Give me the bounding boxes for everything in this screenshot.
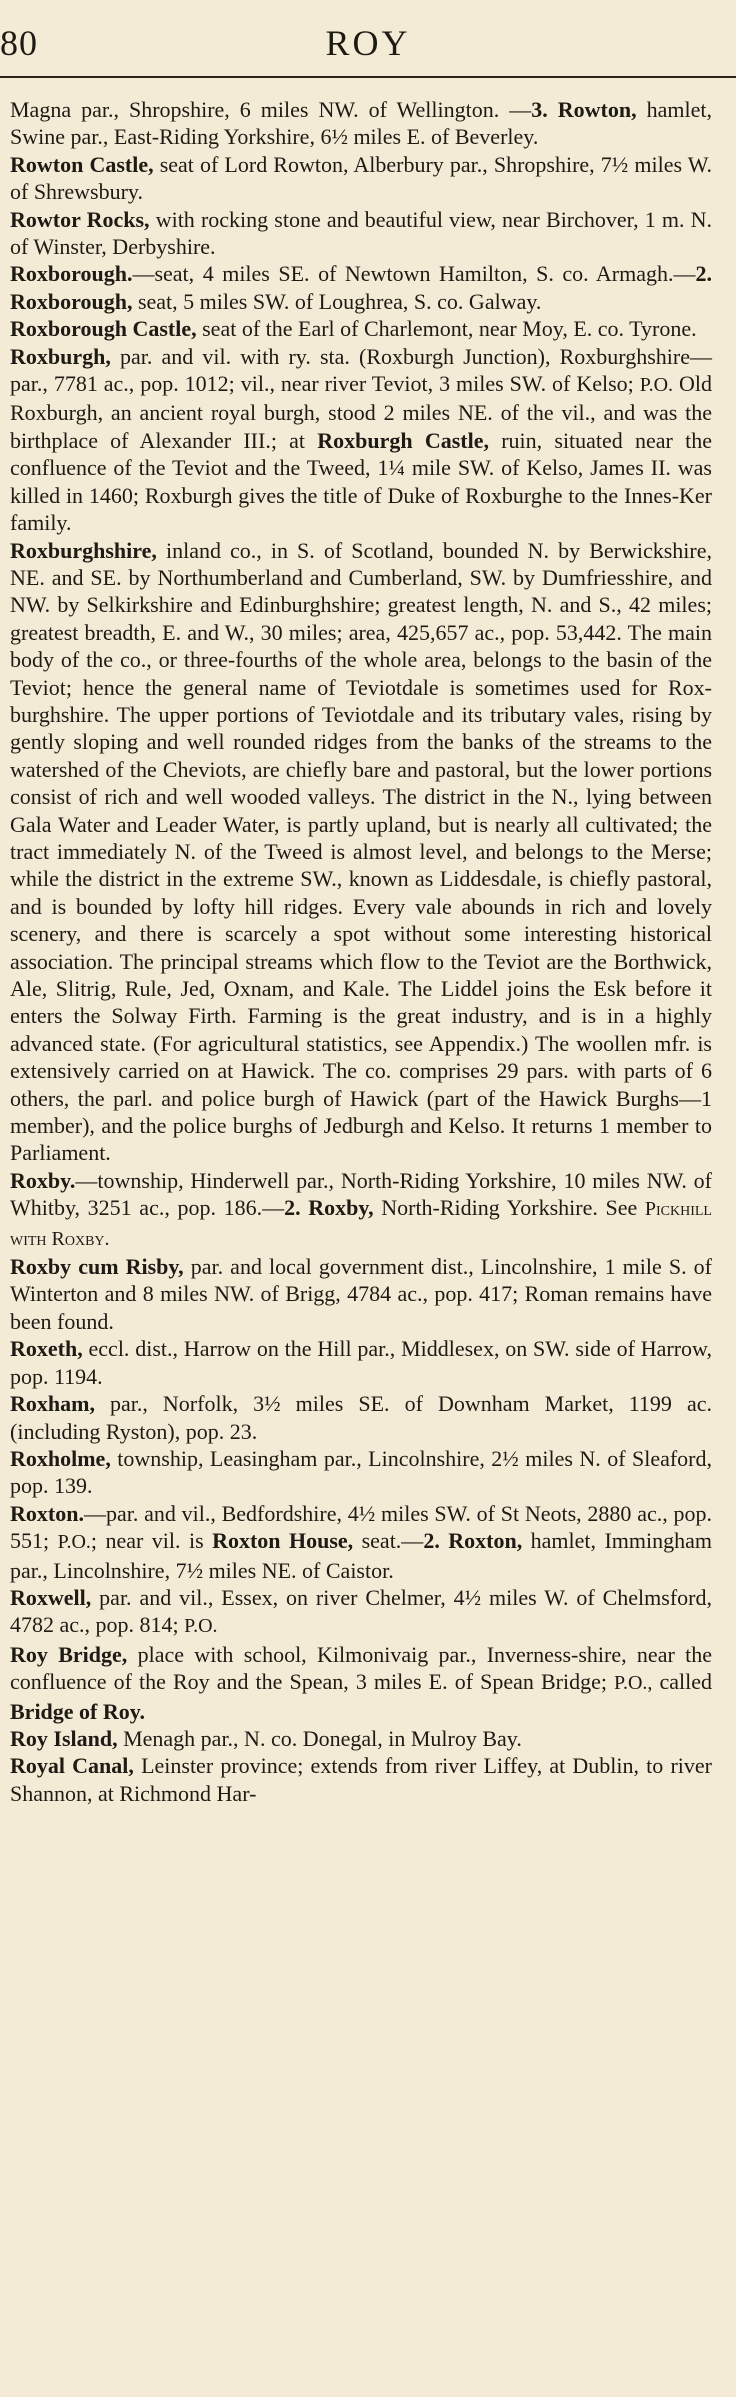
entry-text: hamlet, Swine par., East-Riding Yorkshire, 6½ miles E. of Beverley.: [10, 97, 712, 150]
entry-text: par. and local government dist., Lincolnshire, 1 mile S. of Winterton and 8 miles NW. of Brigg, 4784 ac., pop. 417; Roman remains have been found.: [10, 1254, 712, 1334]
entry-text: par., Norfolk, 3½ miles SE. of Downham Market, 1199 ac. (including Ryston), pop. 23.: [10, 1391, 712, 1444]
entry-headword: Rowtor Rocks,: [10, 206, 150, 232]
gazetteer-entry: [10, 343, 712, 537]
entry-headword: Roxby.: [10, 1167, 76, 1193]
entry-headword: 2. Roxton,: [423, 1528, 523, 1554]
gazetteer-entry: [10, 151, 712, 206]
gazetteer-entry: [10, 1253, 712, 1335]
entry-headword: Roxburgh Castle,: [317, 427, 489, 453]
entry-text: North-Riding Yorkshire. See: [373, 1195, 645, 1221]
entry-headword: Roxburghshire,: [10, 537, 157, 563]
entry-text: —par. and vil., Bedfordshire, 4½ miles SW. of St Neots, 2880 ac., pop. 551;: [10, 1500, 712, 1554]
entry-headword: Roxham,: [10, 1391, 95, 1417]
entry-text: called: [652, 1669, 712, 1695]
entry-headword: Roy Island,: [10, 1725, 118, 1751]
entry-text: inland co., in S. of Scotland, bounded N. by Berwickshire, NE. and SE. by Northumberland and Cumberland, SW. by Dumfriesshire, and NW. by Selkirkshire and Edinburghshire; greatest length, N. and S., 42 miles; greatest breadth, E. and W., 30 miles; area, 425,657 ac., pop. 53,442. The main body of the co., or three-fourths of the whole area, belongs to the basin of the Teviot; hence the general name of Teviotdale is sometimes used for Roxburghshire. The upper portions of Teviotdale and its tributary vales, rising by gently sloping and well rounded ridges from the banks of the streams to the watershed of the Cheviots, are chiefly bare and pastoral, but the lower portions consist of rich and well wooded valleys. The district in the N., lying between Gala Water and Leader Water, is partly upland, but is nearly all cultivated; the tract immediately N. of the Tweed is almost level, and belongs to the Merse; while the district in the extreme SW., known as Liddesdale, is chiefly pastoral, and is bounded by lofty hill ridges. Every vale abounds in rich and lovely scenery, and there is scarcely a spot without some interesting historical association. The principal streams which flow to the Teviot are the Borthwick, Ale, Slitrig, Rule, Jed, Oxnam, and Kale. The Liddel joins the Esk before it enters the Solway Firth. Farming is the great industry, and is in a highly advanced state. (For agricultural statistics, see Appendix.) The woollen mfr. is extensively carried on at Hawick. The co. comprises 29 pars. with parts of 6 others, the parl. and police burgh of Hawick (part of the Hawick Burghs—1 member), and the police burghs of Jedburgh and Kelso. It returns 1 member to Parliament.: [10, 537, 712, 1166]
entry-text: eccl. dist., Harrow on the Hill par., Middlesex, on SW. side of Harrow, pop. 1194.: [10, 1336, 712, 1389]
entry-text: —seat, 4 miles SE. of Newtown Hamilton, S. co. Armagh.—: [132, 261, 696, 287]
entry-text: Leinster province; extends from river Liffey, at Dublin, to river Shannon, at Richmond Har-: [10, 1753, 712, 1806]
entry-text: Old Roxburgh, an ancient royal burgh, stood 2 miles NE. of the vil., and was the birthplace of Alexander III.; at: [10, 371, 713, 453]
entry-headword: Roxeth,: [10, 1336, 83, 1362]
entry-headword: Roxholme,: [10, 1445, 111, 1471]
entry-headword: 2. Roxborough,: [10, 261, 712, 314]
entry-headword: Roxborough.: [10, 261, 133, 287]
entry-smallcaps: P.O.: [639, 374, 674, 397]
entry-text: seat of the Earl of Charlemont, near Moy, E. co. Tyrone.: [196, 316, 697, 342]
entries-column: [10, 96, 712, 1807]
entry-text: township, Leasingham par., Lincolnshire, 2½ miles N. of Sleaford, pop. 139.: [10, 1445, 712, 1499]
entry-headword: 2. Roxby,: [284, 1195, 374, 1221]
entry-text: ; near vil. is: [90, 1528, 213, 1554]
gazetteer-entry: [10, 1390, 712, 1445]
entry-headword: Roxton House,: [212, 1528, 354, 1554]
gazetteer-entry: [10, 1445, 712, 1500]
gazetteer-entry: [10, 315, 712, 342]
entry-headword: Royal Canal,: [10, 1753, 134, 1779]
entry-headword: Roxwell,: [10, 1584, 92, 1610]
entry-text: Menagh par., N. co. Donegal, in Mulroy Bay.: [117, 1725, 522, 1751]
entry-smallcaps: P.O.: [184, 1615, 218, 1638]
header-rule: [0, 76, 736, 78]
page-number: 80: [0, 23, 38, 63]
entry-text: seat.—: [353, 1528, 424, 1554]
gazetteer-entry: [10, 1500, 712, 1584]
gazetteer-entry: [10, 96, 712, 151]
entry-text: seat of Lord Rowton, Alberbury par., Shropshire, 7½ miles W. of Shrewsbury.: [10, 151, 712, 205]
entry-text: par. and vil. with ry. sta. (Roxburgh Junction), Roxburghshire—par., 7781 ac., pop. 1012; vil., near river Teviot, 3 miles SW. of Kelso;: [10, 343, 712, 397]
entry-headword: Rowton Castle,: [10, 151, 154, 177]
gazetteer-entry: [10, 1584, 712, 1641]
entry-headword: Roy Bridge,: [10, 1641, 128, 1667]
entry-smallcaps: P.O.: [57, 1531, 91, 1554]
entry-text: —township, Hinderwell par., North-Riding Yorkshire, 10 miles NW. of Whitby, 3251 ac., pop. 186.—: [10, 1167, 712, 1221]
entry-headword: Roxburgh,: [10, 343, 111, 369]
gazetteer-entry: [10, 1335, 712, 1390]
entry-text: with rocking stone and beautiful view, near Birchover, 1 m. N. of Winster, Derbyshire.: [10, 206, 712, 260]
gazetteer-entry: [10, 537, 712, 1167]
entry-text: ruin, situated near the confluence of the Teviot and the Tweed, 1¼ mile SW. of Kelso, James II. was killed in 1460; Roxburgh gives the title of Duke of Roxburghe to the Innes-Ker family.: [10, 427, 712, 536]
entry-text: place with school, Kilmonivaig par., Inverness-shire, near the confluence of the Roy and the Spean, 3 miles E. of Spean Bridge;: [10, 1641, 712, 1695]
entry-text: seat, 5 miles SW. of Loughrea, S. co. Galway.: [132, 288, 542, 314]
entry-headword: 3. Rowton,: [531, 97, 637, 122]
entry-smallcaps: Pickhill with Roxby.: [10, 1198, 712, 1250]
entry-headword: Roxton.: [10, 1500, 84, 1526]
entry-headword: Roxby cum Risby,: [10, 1254, 184, 1280]
entry-smallcaps: P.O.,: [614, 1672, 653, 1695]
page-header: [0, 0, 736, 80]
gazetteer-entry: [10, 206, 712, 261]
entry-text: par. and vil., Essex, on river Chelmer, 4½ miles W. of Chelmsford, 4782 ac., pop. 814;: [10, 1584, 712, 1638]
entry-headword: Roxborough Castle,: [10, 316, 197, 342]
entry-text: hamlet, Immingham par., Lincolnshire, 7½ miles NE. of Caistor.: [10, 1528, 713, 1583]
gazetteer-entry: [10, 260, 712, 315]
gazetteer-entry: [10, 1752, 712, 1807]
entry-headword: Bridge of Roy.: [10, 1698, 146, 1724]
gazetteer-entry: [10, 1167, 712, 1253]
running-head: ROY: [325, 23, 411, 63]
gazetteer-entry: [10, 1641, 712, 1725]
entry-text: Magna par., Shropshire, 6 miles NW. of Wellington. —: [10, 97, 532, 122]
gazetteer-entry: [10, 1725, 712, 1752]
